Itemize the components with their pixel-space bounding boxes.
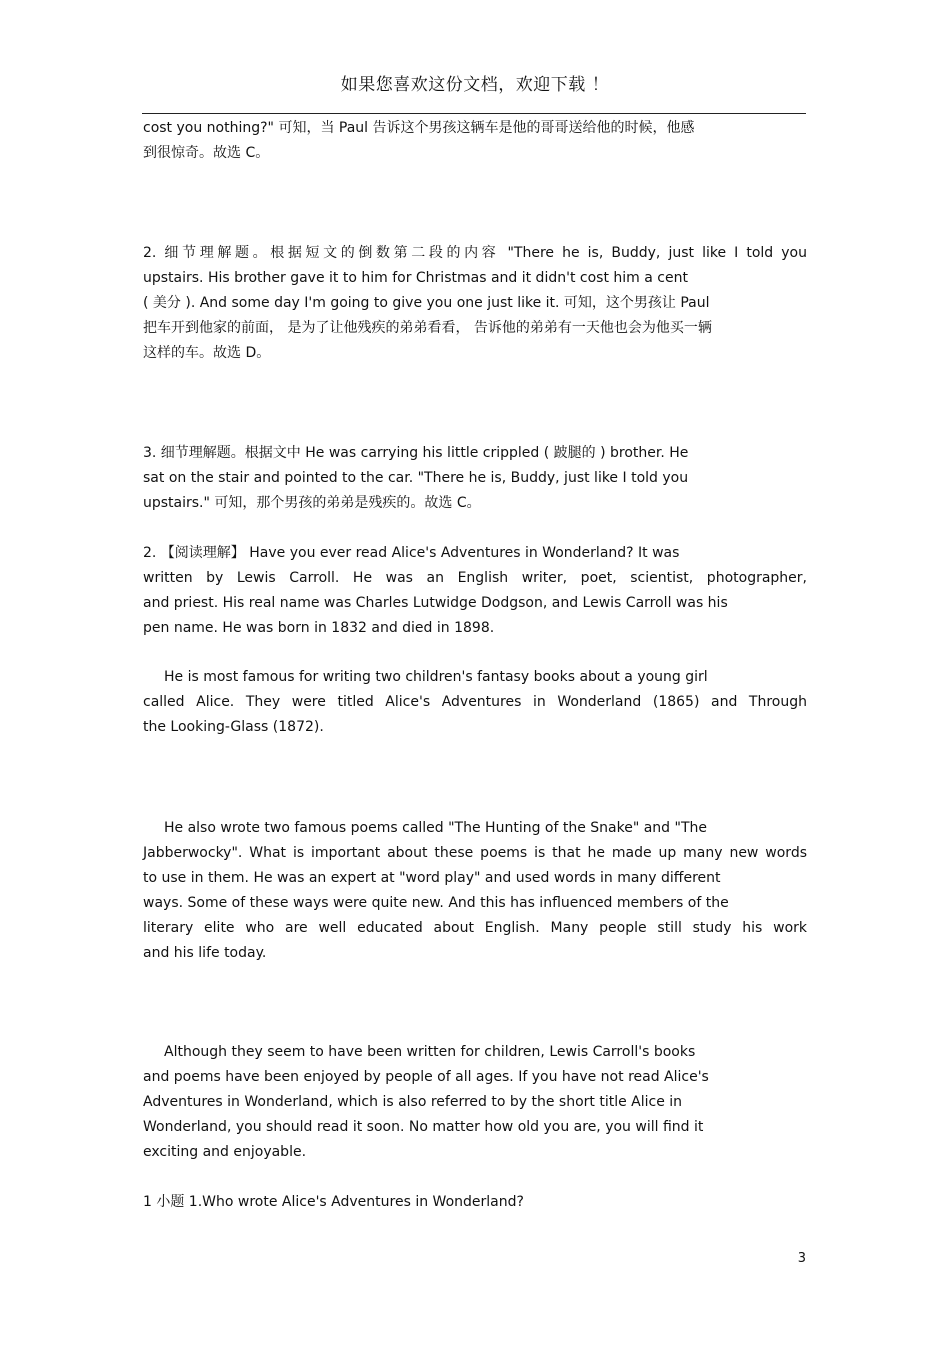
answer-2-paragraph — [143, 241, 807, 366]
text-line: and poems have been enjoyed by people of all ages. If you have not read Alice's — [143, 1069, 709, 1085]
text-line: 2. 细节理解题。根据短文的倒数第二段的内容 "There he is, Buddy, just like I told you — [143, 245, 807, 261]
answer-c1-paragraph — [143, 116, 807, 166]
page-number: 3 — [797, 1251, 806, 1266]
text-line: pen name. He was born in 1832 and died in 1898. — [143, 620, 495, 636]
text-line: upstairs." 可知，那个男孩的弟弟是残疾的。故选 C。 — [143, 495, 481, 511]
text-line: upstairs. His brother gave it to him for Christmas and it didn't cost him a cent — [143, 270, 688, 286]
text-line: written by Lewis Carroll. He was an English writer, poet, scientist, photographer, — [143, 570, 807, 586]
text-line: ( 美分 ). And some day I'm going to give you one just like it. 可知，这个男孩让 Paul — [143, 295, 710, 311]
reading-paragraph-3 — [143, 816, 807, 966]
text-line: Wonderland, you should read it soon. No matter how old you are, you will find it — [143, 1119, 704, 1135]
text-line: He also wrote two famous poems called "The Hunting of the Snake" and "The — [164, 820, 707, 836]
text-line: 到很惊奇。故选 C。 — [143, 145, 270, 161]
text-line: called Alice. They were titled Alice's Adventures in Wonderland (1865) and Through — [143, 694, 807, 710]
text-line: Although they seem to have been written for children, Lewis Carroll's books — [164, 1044, 696, 1060]
text-line: and priest. His real name was Charles Lutwidge Dodgson, and Lewis Carroll was his — [143, 595, 728, 611]
text-line: literary elite who are well educated about English. Many people still study his work — [143, 920, 807, 936]
text-line: the Looking-Glass (1872). — [143, 719, 324, 735]
text-line: and his life today. — [143, 945, 267, 961]
header-divider — [142, 113, 806, 114]
page-header: 如果您喜欢这份文档，欢迎下载 ！ — [340, 75, 610, 95]
text-line: 把车开到他家的前面， 是为了让他残疾的弟弟看看， 告诉他的弟弟有一天他也会为他买一辆 — [143, 320, 712, 336]
text-line: He is most famous for writing two children's fantasy books about a young girl — [164, 669, 708, 685]
question-1 — [143, 1190, 807, 1215]
text-line: 2. 【阅读理解】 Have you ever read Alice's Adventures in Wonderland? It was — [143, 545, 680, 561]
text-line: 3. 细节理解题。根据文中 He was carrying his little crippled ( 跛腿的 ) brother. He — [143, 445, 689, 461]
answer-3-paragraph — [143, 441, 807, 516]
reading-paragraph-2 — [143, 665, 807, 740]
text-line: ways. Some of these ways were quite new. And this has influenced members of the — [143, 895, 729, 911]
text-line: 1 小题 1.Who wrote Alice's Adventures in Wonderland? — [143, 1194, 524, 1210]
text-line: exciting and enjoyable. — [143, 1144, 307, 1160]
text-line: Jabberwocky". What is important about these poems is that he made up many new words — [143, 845, 807, 861]
reading-paragraph-1 — [143, 541, 807, 641]
text-line: 这样的车。故选 D。 — [143, 345, 271, 361]
reading-paragraph-4 — [143, 1040, 807, 1165]
text-line: to use in them. He was an expert at "word play" and used words in many different — [143, 870, 721, 886]
text-line: sat on the stair and pointed to the car. "There he is, Buddy, just like I told you — [143, 470, 689, 486]
text-line: Adventures in Wonderland, which is also referred to by the short title Alice in — [143, 1094, 683, 1110]
text-line: cost you nothing?" 可知，当 Paul 告诉这个男孩这辆车是他的哥哥送给他的时候，他感 — [143, 120, 695, 136]
